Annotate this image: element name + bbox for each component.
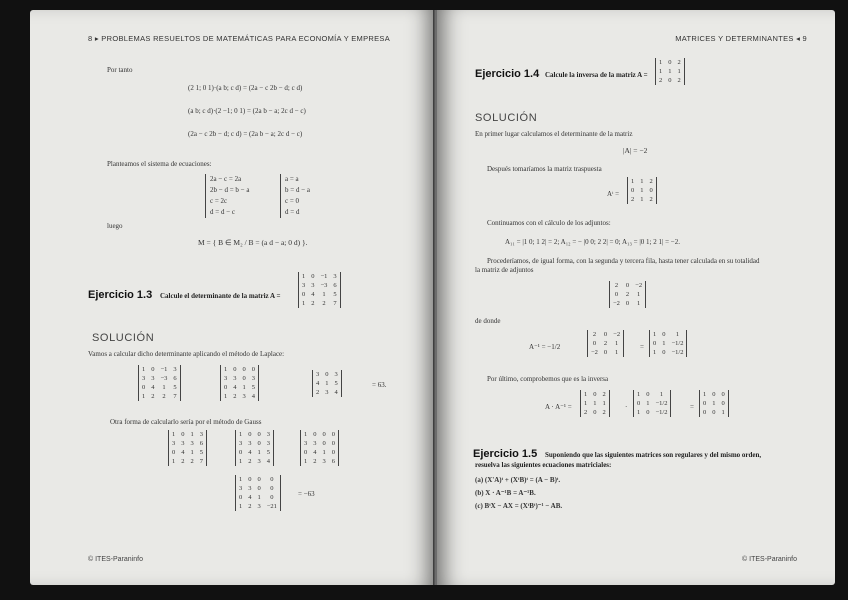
matrix-cell: 0 bbox=[325, 371, 329, 378]
matrix-cell: −21 bbox=[266, 503, 277, 510]
matrix-cell: 0 bbox=[593, 391, 597, 398]
matrix-cell: 1 bbox=[637, 391, 641, 398]
matrix-cell: 4 bbox=[233, 384, 237, 391]
matrix-cell: 0 bbox=[242, 366, 246, 373]
matrix-cell: 0 bbox=[614, 291, 619, 298]
matrix-cell: 3 bbox=[322, 458, 326, 465]
matrix-cell: 0 bbox=[172, 449, 176, 456]
p3-text: Continuamos con el cálculo de los adjuntos: bbox=[487, 219, 611, 227]
matrix-cell: 2 bbox=[602, 391, 606, 398]
matrix-cell: −1 bbox=[160, 366, 168, 373]
luego-text: luego bbox=[107, 222, 123, 230]
matrix-cell: 0 bbox=[668, 77, 672, 84]
matrix-cell: 2 bbox=[233, 393, 237, 400]
matrix-cell: 1 bbox=[239, 503, 243, 510]
matrix-cell: 1 bbox=[239, 431, 243, 438]
matrix-cell: 0 bbox=[257, 485, 261, 492]
matrix-cell: 4 bbox=[313, 449, 317, 456]
matrix-cell: 4 bbox=[316, 380, 320, 387]
matrix-cell: 2 bbox=[592, 331, 597, 338]
matrix-cell: 2 bbox=[181, 458, 185, 465]
matrix-A-1-4 bbox=[655, 58, 685, 85]
matrix-cell: 1 bbox=[302, 300, 306, 307]
matrix-cell: 2 bbox=[631, 196, 635, 203]
matrix-cell: 1 bbox=[653, 331, 657, 338]
matrix-cell: 4 bbox=[248, 449, 252, 456]
sys-eq: c = 0 bbox=[285, 197, 300, 205]
sys-eq: 2b − d = b − a bbox=[210, 186, 250, 194]
matrix-cell: 1 bbox=[162, 384, 166, 391]
matrix-cell: −1/2 bbox=[671, 349, 684, 356]
sys-eq: 2a − c = 2a bbox=[210, 175, 242, 183]
exercise-1-4-title: Ejercicio 1.4 bbox=[475, 68, 540, 80]
matrix-cell: 1 bbox=[584, 400, 588, 407]
matrix-cell: 2 bbox=[162, 393, 166, 400]
dot-sign: · bbox=[625, 403, 628, 411]
matrix-cell: 5 bbox=[334, 380, 338, 387]
matrix-cell: 1 bbox=[675, 331, 680, 338]
matrix-cell: 1 bbox=[172, 458, 176, 465]
matrix-cell: −3 bbox=[160, 375, 168, 382]
system-right bbox=[280, 174, 310, 218]
matrix-cell: 4 bbox=[311, 291, 315, 298]
matrix-cell: 0 bbox=[270, 494, 274, 501]
matrix-cell: 0 bbox=[668, 59, 672, 66]
solution-1-3-text: Vamos a calcular dicho determinante aplicando el método de Laplace: bbox=[88, 350, 285, 358]
matrix-cell: 0 bbox=[703, 400, 707, 407]
matrix-cell: 3 bbox=[251, 375, 255, 382]
matrix-cell: 7 bbox=[173, 393, 177, 400]
matrix-cell: 0 bbox=[653, 340, 657, 347]
right-header: MATRICES Y DETERMINANTES ◂ 9 bbox=[675, 34, 807, 43]
matrix-cell: 2 bbox=[677, 59, 681, 66]
matrix-cell: 0 bbox=[181, 431, 185, 438]
matrix-cell: 1 bbox=[304, 431, 308, 438]
matrix-cell: 0 bbox=[631, 187, 635, 194]
matrix-cell: 0 bbox=[311, 273, 315, 280]
matrix-cell: 0 bbox=[603, 349, 608, 356]
matrix-cell: 0 bbox=[593, 409, 597, 416]
item-a: (a) (X'A)ᵗ + (XᵗB)ᵗ = (A − B)ᵗ. bbox=[475, 476, 561, 484]
matrix-cell: 0 bbox=[248, 476, 252, 483]
matrix-cell: 3 bbox=[242, 393, 246, 400]
equation-2: (a b; c d)·(2 −1; 0 1) = (2a b − a; 2c d − c) bbox=[188, 107, 306, 115]
matrix-cell: 3 bbox=[181, 440, 185, 447]
matrix-cell: 1 bbox=[302, 273, 306, 280]
matrix-cell: 1 bbox=[239, 476, 243, 483]
matrix-cell: 2 bbox=[649, 196, 653, 203]
matrix-cell: 3 bbox=[151, 375, 155, 382]
p5-text: Por último, comprobemos que es la inversa bbox=[487, 375, 609, 383]
left-footer: © ITES-Paraninfo bbox=[88, 556, 143, 563]
matrix-cell: 0 bbox=[703, 409, 707, 416]
matrix-cell: 0 bbox=[331, 440, 335, 447]
gauss-det-4 bbox=[235, 475, 281, 511]
matrix-cell: 3 bbox=[224, 375, 228, 382]
matrix-cell: 1 bbox=[637, 409, 641, 416]
matrix-cell: 2 bbox=[311, 300, 315, 307]
matrix-cell: 6 bbox=[199, 440, 203, 447]
matrix-cell: 3 bbox=[233, 375, 237, 382]
matrix-cell: 3 bbox=[239, 485, 243, 492]
matrix-cell: 0 bbox=[142, 384, 146, 391]
matrix-cell: 0 bbox=[239, 494, 243, 501]
matrix-cell: 2 bbox=[322, 300, 326, 307]
matrix-cell: 0 bbox=[625, 300, 630, 307]
matrix-cell: 1 bbox=[224, 366, 228, 373]
matrix-cell: 3 bbox=[248, 440, 252, 447]
left-page bbox=[30, 10, 435, 585]
matrix-cell: −1/2 bbox=[655, 409, 668, 416]
matrix-cell: 2 bbox=[248, 503, 252, 510]
equals-sign-2: = bbox=[690, 403, 694, 411]
matrix-cell: 1 bbox=[322, 291, 326, 298]
matrix-cell: 0 bbox=[239, 449, 243, 456]
exercise-1-3-title: Ejercicio 1.3 bbox=[88, 289, 153, 301]
matrix-cell: 2 bbox=[614, 282, 619, 289]
matrix-cell: −1 bbox=[320, 273, 328, 280]
matrix-cell: 1 bbox=[637, 291, 641, 298]
matrix-cell: 4 bbox=[248, 494, 252, 501]
matrix-cell: 1 bbox=[631, 178, 635, 185]
gauss-text: Otra forma de calcularlo sería por el método de Gauss bbox=[110, 418, 262, 426]
matrix-cell: 0 bbox=[257, 476, 261, 483]
sys-eq: c = 2c bbox=[210, 197, 228, 205]
exercise-1-5-text: Suponiendo que las siguientes matrices son regulares y del mismo orden, bbox=[545, 451, 762, 459]
inv-label: A⁻¹ = −1/2 bbox=[529, 343, 561, 351]
gauss-det-3 bbox=[300, 430, 339, 466]
left-header: 8 ▸ PROBLEMAS RESUELTOS DE MATEMÁTICAS PARA ECONOMÍA Y EMPRESA bbox=[88, 34, 391, 43]
right-footer: © ITES-Paraninfo bbox=[742, 556, 797, 563]
matrix-cell: 0 bbox=[313, 431, 317, 438]
matrix-cell: 3 bbox=[304, 440, 308, 447]
matrix-cell: 2 bbox=[316, 389, 320, 396]
matrix-cell: 1 bbox=[659, 59, 663, 66]
matrix-cell: 0 bbox=[224, 384, 228, 391]
matrix-cell: 1 bbox=[615, 349, 619, 356]
matrix-cell: 0 bbox=[248, 431, 252, 438]
matrix-inverse bbox=[649, 330, 687, 357]
matrix-cell: 4 bbox=[181, 449, 185, 456]
matrix-cell: 0 bbox=[712, 391, 716, 398]
matrix-cell: −2 bbox=[613, 331, 621, 338]
matrix-cell: 0 bbox=[304, 449, 308, 456]
check-label: A · A⁻¹ = bbox=[545, 403, 572, 411]
matrix-cell: 4 bbox=[151, 384, 155, 391]
equals-sign: = bbox=[640, 343, 644, 351]
matrix-cell: 1 bbox=[190, 449, 194, 456]
system-left bbox=[205, 174, 249, 218]
matrix-cell: 7 bbox=[199, 458, 203, 465]
matrix-cell: 1 bbox=[304, 458, 308, 465]
matrix-cell: 1 bbox=[172, 431, 176, 438]
laplace-result: = 63. bbox=[372, 381, 387, 389]
matrix-A-1-3 bbox=[298, 272, 341, 308]
matrix-cell: 3 bbox=[302, 282, 306, 289]
matrix-cell: 5 bbox=[251, 384, 255, 391]
matrix-cell: 1 bbox=[668, 68, 672, 75]
matrix-cell: 1 bbox=[602, 400, 606, 407]
matrix-cell: 1 bbox=[190, 431, 194, 438]
por-tanto-text: Por tanto bbox=[107, 66, 133, 74]
check-matrix-A bbox=[580, 390, 610, 417]
matrix-cell: 3 bbox=[257, 503, 261, 510]
solucion-heading-left: SOLUCIÓN bbox=[92, 332, 155, 344]
matrix-cell: 3 bbox=[248, 485, 252, 492]
matrix-cell: 7 bbox=[333, 300, 337, 307]
matrix-cell: 6 bbox=[173, 375, 177, 382]
matrix-cell: 1 bbox=[712, 400, 716, 407]
matrix-cell: 2 bbox=[603, 340, 608, 347]
sys-eq: a = a bbox=[285, 175, 299, 183]
matrix-cell: 1 bbox=[637, 300, 641, 307]
gauss-result: = −63 bbox=[298, 490, 315, 498]
matrix-cell: 0 bbox=[592, 340, 597, 347]
p2-text: Después tomaríamos la matriz traspuesta bbox=[487, 165, 602, 173]
matrix-cell: 2 bbox=[677, 77, 681, 84]
matrix-cell: 3 bbox=[199, 431, 203, 438]
matrix-cell: 1 bbox=[615, 340, 619, 347]
matrix-cell: 0 bbox=[646, 409, 650, 416]
matrix-cell: 0 bbox=[151, 366, 155, 373]
matrix-cell: 4 bbox=[251, 393, 255, 400]
matrix-cell: 0 bbox=[646, 391, 650, 398]
identity-matrix bbox=[699, 390, 729, 417]
matrix-cell: −3 bbox=[320, 282, 328, 289]
matrix-cell: 0 bbox=[270, 476, 274, 483]
matrix-cell: 6 bbox=[331, 458, 335, 465]
matrix-cell: −1/2 bbox=[671, 340, 684, 347]
matrix-cell: 3 bbox=[325, 389, 329, 396]
matrix-cell: 1 bbox=[677, 68, 681, 75]
matrix-cell: 5 bbox=[199, 449, 203, 456]
matrix-cell: 0 bbox=[322, 440, 326, 447]
matrix-cell: 3 bbox=[313, 440, 317, 447]
gauss-det-2 bbox=[235, 430, 274, 466]
matrix-cell: 0 bbox=[257, 440, 261, 447]
matrix-cell: 1 bbox=[242, 384, 246, 391]
matrix-cell: 2 bbox=[313, 458, 317, 465]
sys-eq: b = d − a bbox=[285, 186, 311, 194]
matrix-cell: 1 bbox=[593, 400, 597, 407]
matrix-cell: 0 bbox=[242, 375, 246, 382]
matrix-cell: 1 bbox=[325, 380, 329, 387]
matrix-cell: 4 bbox=[266, 458, 270, 465]
matrix-cell: 0 bbox=[625, 282, 630, 289]
planteamos-text: Planteamos el sistema de ecuaciones: bbox=[107, 160, 212, 168]
matrix-cell: 3 bbox=[266, 431, 270, 438]
matrix-cell: 3 bbox=[257, 458, 261, 465]
matrix-cell: 2 bbox=[602, 409, 606, 416]
matrix-cell: 3 bbox=[142, 375, 146, 382]
matrix-cell: 1 bbox=[646, 400, 650, 407]
matrix-cell: 0 bbox=[662, 331, 666, 338]
matrix-cell: 3 bbox=[316, 371, 320, 378]
exercise-1-4-text: Calcule la inversa de la matriz A = bbox=[545, 71, 648, 79]
matrix-cell: 1 bbox=[640, 196, 644, 203]
matrix-cell: 1 bbox=[653, 349, 657, 356]
matrix-cell: 1 bbox=[224, 393, 228, 400]
matrix-cell: 1 bbox=[142, 366, 146, 373]
matrix-cell: 0 bbox=[721, 400, 725, 407]
matrix-cell: 3 bbox=[266, 440, 270, 447]
exercise-1-5-title: Ejercicio 1.5 bbox=[473, 448, 538, 460]
matrix-cell: 1 bbox=[142, 393, 146, 400]
matrix-cell: 1 bbox=[659, 391, 664, 398]
matrix-cell: −1/2 bbox=[655, 400, 668, 407]
exercise-1-5-text-2: resuelva las siguientes ecuaciones matriciales: bbox=[475, 461, 612, 469]
matrix-cell: 2 bbox=[190, 458, 194, 465]
de-donde-text: de donde bbox=[475, 317, 501, 325]
matrix-cell: 0 bbox=[662, 349, 666, 356]
matrix-cell: 1 bbox=[640, 187, 644, 194]
matrix-cell: 0 bbox=[270, 485, 274, 492]
matrix-cell: 1 bbox=[257, 494, 261, 501]
check-matrix-inverse bbox=[633, 390, 671, 417]
matrix-cell: 1 bbox=[257, 449, 261, 456]
matrix-cell: 0 bbox=[712, 409, 716, 416]
det-A: |A| = −2 bbox=[623, 146, 648, 155]
matrix-cell: 0 bbox=[721, 391, 725, 398]
solucion-heading-right: SOLUCIÓN bbox=[475, 112, 538, 124]
matrix-cell: 3 bbox=[190, 440, 194, 447]
matrix-cell: 0 bbox=[637, 400, 641, 407]
m-set: M = { B ∈ M₂ / B = (a d − a; 0 d) }. bbox=[198, 238, 308, 247]
matrix-cell: −2 bbox=[635, 282, 643, 289]
matrix-cell: 0 bbox=[233, 366, 237, 373]
p1-text: En primer lugar calculamos el determinante de la matriz bbox=[475, 130, 633, 138]
matrix-cell: 4 bbox=[334, 389, 338, 396]
matrix-cell: 1 bbox=[584, 391, 588, 398]
adjuntos: A₁₁ = |1 0; 1 2| = 2; A₁₂ = − |0 0; 2 2| = 0; A₁₃ = |0 1; 2 1| = −2. bbox=[505, 238, 680, 246]
matrix-cell: 2 bbox=[584, 409, 588, 416]
matrix-cell: 3 bbox=[333, 273, 337, 280]
sys-eq: d = d bbox=[285, 208, 300, 216]
matrix-cell: 0 bbox=[331, 449, 335, 456]
matrix-cell: 5 bbox=[266, 449, 270, 456]
laplace-det-2 bbox=[220, 365, 259, 401]
matrix-cell: 3 bbox=[311, 282, 315, 289]
matrix-cell: 1 bbox=[703, 391, 707, 398]
exercise-1-3-text: Calcule el determinante de la matriz A = bbox=[160, 292, 281, 300]
equation-1: (2 1; 0 1)·(a b; c d) = (2a − c 2b − d; c d) bbox=[188, 84, 303, 92]
matrix-cell: 0 bbox=[603, 331, 608, 338]
matrix-cell: 1 bbox=[322, 449, 326, 456]
matrix-cell: −2 bbox=[591, 349, 598, 356]
matrix-adjuntos bbox=[609, 281, 646, 308]
matrix-cell: 0 bbox=[322, 431, 326, 438]
matrix-cell: 5 bbox=[333, 291, 337, 298]
matrix-cell: 2 bbox=[649, 178, 653, 185]
matrix-cell: 0 bbox=[302, 291, 306, 298]
matrix-cell: 2 bbox=[151, 393, 155, 400]
matrix-cell: 1 bbox=[640, 178, 644, 185]
item-b: (b) X · A⁻¹B = A⁻¹B. bbox=[475, 489, 536, 497]
matrix-cell: 3 bbox=[172, 440, 176, 447]
item-c: (c) BᵗX − AX = (XᵗBᵗ)⁻¹ − AB. bbox=[475, 502, 563, 510]
matrix-cell: 2 bbox=[659, 77, 663, 84]
matrix-cell: 1 bbox=[239, 458, 243, 465]
p4-text: Procederíamos, de igual forma, con la segunda y tercera fila, hasta tener calculada en su totalidad bbox=[487, 257, 760, 265]
matrix-cell: 0 bbox=[251, 366, 255, 373]
matrix-cell: 3 bbox=[239, 440, 243, 447]
matrix-cell: 0 bbox=[331, 431, 335, 438]
matrix-cell: 5 bbox=[173, 384, 177, 391]
matrix-cell: 1 bbox=[662, 340, 666, 347]
matrix-cell: 0 bbox=[649, 187, 653, 194]
right-page bbox=[437, 10, 835, 585]
laplace-det-1 bbox=[138, 365, 181, 401]
matrix-cell: 0 bbox=[257, 431, 261, 438]
matrix-cell: 3 bbox=[173, 366, 177, 373]
matrix-cell: 1 bbox=[659, 68, 663, 75]
at-label: Aᵗ = bbox=[607, 190, 620, 198]
matrix-adj-transposed bbox=[587, 330, 624, 357]
gauss-det-1 bbox=[168, 430, 207, 466]
sys-eq: d = d − c bbox=[210, 208, 236, 216]
laplace-det-3 bbox=[312, 370, 342, 397]
matrix-cell: 2 bbox=[248, 458, 252, 465]
matrix-cell: 3 bbox=[334, 371, 338, 378]
matrix-cell: 1 bbox=[721, 409, 725, 416]
matrix-cell: 6 bbox=[333, 282, 337, 289]
p4b-text: la matriz de adjuntos bbox=[475, 266, 534, 274]
matrix-cell: 2 bbox=[625, 291, 630, 298]
equation-3: (2a − c 2b − d; c d) = (2a b − a; 2c d − c) bbox=[188, 130, 303, 138]
matrix-At bbox=[627, 177, 657, 204]
matrix-cell: −2 bbox=[613, 300, 620, 307]
